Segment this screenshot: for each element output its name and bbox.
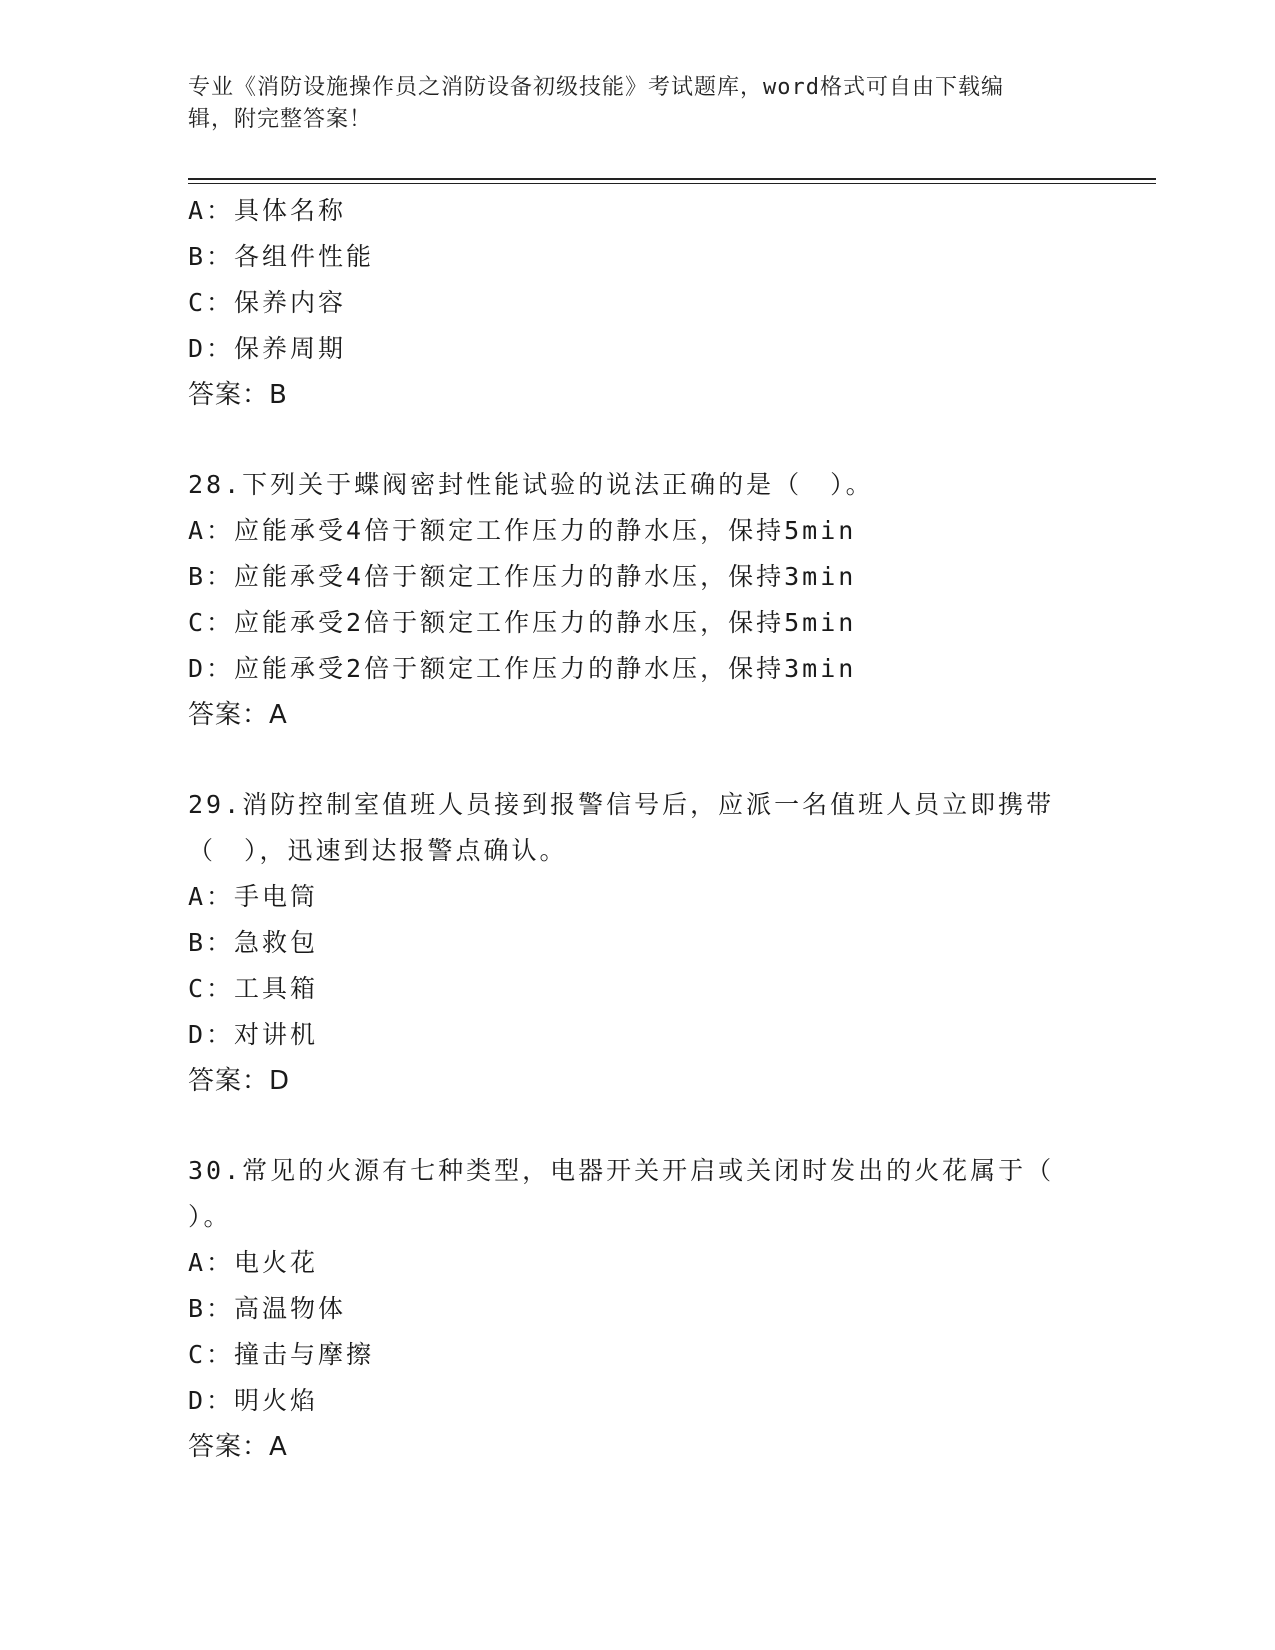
option-a: A：手电筒 — [188, 882, 319, 911]
header-divider-thin — [188, 183, 1156, 184]
header-divider-thick — [188, 178, 1156, 180]
answer: 答案：B — [188, 380, 288, 410]
option-c: C：保养内容 — [188, 288, 347, 317]
spacer — [188, 1104, 1088, 1148]
option-a: A：应能承受4倍于额定工作压力的静水压，保持5min — [188, 516, 857, 545]
option-a: A：电火花 — [188, 1248, 319, 1277]
header-line-1: 专业《消防设施操作员之消防设备初级技能》考试题库，word格式可自由下载编 — [188, 75, 1004, 100]
header-line-2: 辑，附完整答案！ — [188, 107, 373, 132]
question-28 — [188, 462, 1088, 738]
answer: 答案：A — [188, 1432, 288, 1462]
option-b: B：高温物体 — [188, 1294, 347, 1323]
question-stem-line-1: 30.常见的火源有七种类型，电器开关开启或关闭时发出的火花属于（ — [188, 1156, 1055, 1185]
option-b: B：各组件性能 — [188, 242, 375, 271]
option-d: D：保养周期 — [188, 334, 347, 363]
option-c: C：撞击与摩擦 — [188, 1340, 375, 1369]
option-b: B：应能承受4倍于额定工作压力的静水压，保持3min — [188, 562, 857, 591]
option-c: C：应能承受2倍于额定工作压力的静水压，保持5min — [188, 608, 857, 637]
spacer — [188, 418, 1088, 462]
spacer — [188, 738, 1088, 782]
option-d: D：对讲机 — [188, 1020, 319, 1049]
option-d: D：应能承受2倍于额定工作压力的静水压，保持3min — [188, 654, 857, 683]
question-stem: 28.下列关于蝶阀密封性能试验的说法正确的是（ ）。 — [188, 470, 874, 499]
question-29 — [188, 782, 1088, 1104]
question-30 — [188, 1148, 1088, 1470]
option-c: C：工具箱 — [188, 974, 319, 1003]
option-a: A：具体名称 — [188, 196, 347, 225]
question-stem-line-1: 29.消防控制室值班人员接到报警信号后，应派一名值班人员立即携带 — [188, 790, 1055, 819]
answer: 答案：A — [188, 700, 288, 730]
question-27 — [188, 188, 1088, 418]
option-b: B：急救包 — [188, 928, 319, 957]
answer: 答案：D — [188, 1066, 291, 1096]
question-list — [188, 188, 1088, 1470]
option-d: D：明火焰 — [188, 1386, 319, 1415]
question-stem-line-2: （ ），迅速到达报警点确认。 — [188, 836, 568, 865]
document-header — [188, 72, 1088, 136]
question-stem-line-2: ）。 — [188, 1202, 232, 1231]
